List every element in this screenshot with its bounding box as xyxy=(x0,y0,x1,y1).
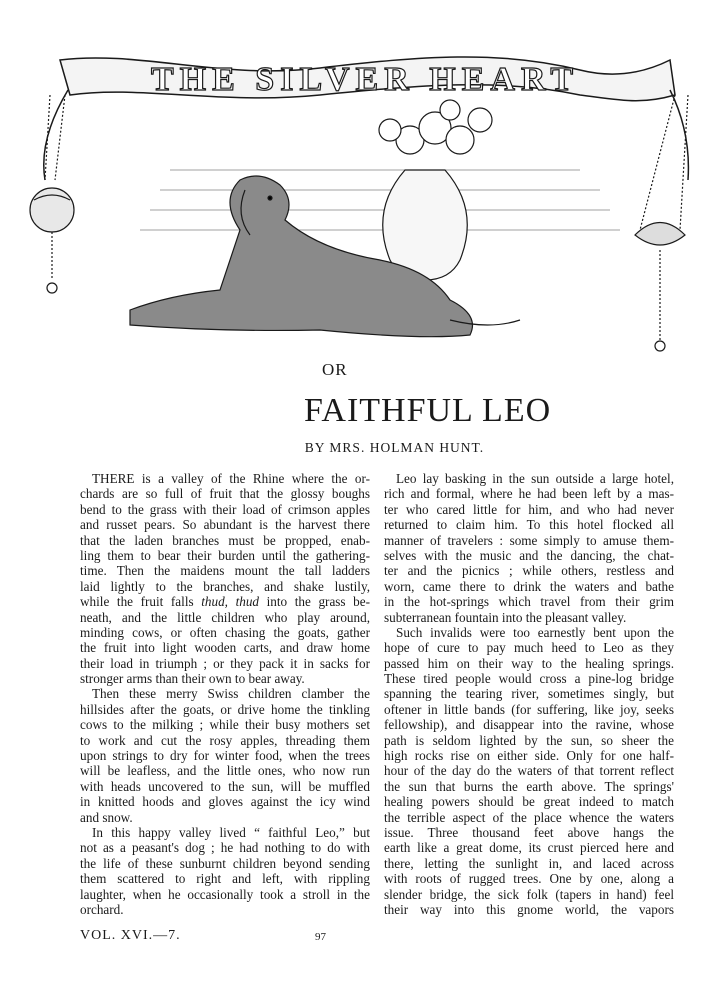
text-line: not as a peasant's dog ; he had nothing to do with xyxy=(80,840,370,856)
text-line: laid lightly to the branches, and shake lustily, xyxy=(80,578,370,594)
paragraph xyxy=(80,686,370,825)
text-line: path is seldom lighted by the sun, so sheer the xyxy=(384,732,674,748)
text-line: the sun that burns the earth above. The springs' xyxy=(384,778,674,794)
text-line: cows to the milking ; while their busy mothers set xyxy=(80,717,370,733)
volume-label: VOL. XVI.—7. xyxy=(80,928,181,943)
right-column xyxy=(384,471,674,917)
banner-title: THE SILVER HEART xyxy=(151,61,579,98)
text-line: subterranean fountain into the pleasant valley. xyxy=(384,609,627,625)
text-line: earth like a great dome, its crust pierced here and xyxy=(384,840,674,856)
text-line: and russet pears. So abundant is the harvest there xyxy=(80,517,370,533)
text-line: minding cows, or often chasing the goats, gather xyxy=(80,624,370,640)
text-line: issue. Three thousand feet above hangs the xyxy=(384,824,674,840)
text-line: with heads uncovered to the sun, will be muffled xyxy=(80,778,370,794)
text-line: orchard. xyxy=(80,901,124,917)
text-line: These tired people would cross a pine-log bridge xyxy=(384,671,674,687)
text-line: THERE is a valley of the Rhine where the or- xyxy=(92,471,370,486)
text-line: while the fruit falls thud, thud into the grass be- xyxy=(80,594,371,610)
text-line: their way into this gnome world, the vapors xyxy=(384,901,674,917)
text-line: ter and the picnics ; while others, restless and xyxy=(384,563,674,579)
text-line: fellowship), and disappear into the ravine, whose xyxy=(384,717,674,733)
text-line: chards are so full of fruit that the glossy boughs xyxy=(80,486,370,502)
text-line: neath, and the little children who play around, xyxy=(80,609,370,625)
paragraph xyxy=(384,625,674,917)
text-line: worn, came there to drink the waters and bathe xyxy=(384,578,674,594)
text-line: their load in triumph ; or they pack it in sacks for xyxy=(80,655,370,671)
text-line: in knitted hoods and gloves against the icy wind xyxy=(80,794,370,810)
text-line: selves with the music and the dancing, the chat- xyxy=(384,547,674,563)
text-line: Leo lay basking in the sun outside a large hotel, xyxy=(396,471,674,486)
text-line: hillsides after the goats, or drive home the tinkling xyxy=(80,701,370,717)
text-line: spanning the tearing river, sometimes singly, but xyxy=(384,686,674,702)
text-line: there, letting the sunlight in, and laced across xyxy=(384,855,674,871)
text-line: manner of travelers : some simply to amuse them- xyxy=(384,532,674,548)
text-line: high rocks rise on either side. Only for one half- xyxy=(384,748,674,764)
right-ornament-icon xyxy=(635,95,688,351)
text-line: Such invalids were too earnestly bent upon the xyxy=(396,624,674,640)
text-line: returned to claim him. To this hotel flocked all xyxy=(384,517,674,533)
text-line: Then these merry Swiss children clamber the xyxy=(92,686,370,702)
text-line: bend to the grass with their load of crimson apples xyxy=(80,501,370,517)
text-line: to work and cut the rosy apples, threading them xyxy=(80,732,370,748)
text-line: rich and formal, where he had been left by a mas- xyxy=(384,486,674,502)
byline: BY MRS. HOLMAN HUNT. xyxy=(304,440,485,455)
paragraph xyxy=(384,471,674,625)
text-line: stronger arms than their own to bear away. xyxy=(80,671,305,687)
page-number: 97 xyxy=(315,931,326,943)
text-line: and snow. xyxy=(80,809,133,825)
text-line: passed him on their way to the healing springs. xyxy=(384,655,674,671)
text-line: hour of the day do the waters of that torrent reflect xyxy=(384,763,674,779)
text-line: them scattered to right and left, with rippling xyxy=(80,871,370,887)
story-title: FAITHFUL LEO xyxy=(304,392,552,429)
background-hatching xyxy=(140,170,620,230)
text-line: the life of these sunburnt children beyond sending xyxy=(80,855,370,871)
text-line: with roots of rugged trees. One by one, along a xyxy=(384,871,674,887)
text-line: oftener in little bands (for suffering, like joy, seeks xyxy=(384,701,674,717)
paragraph xyxy=(80,471,370,686)
paragraph xyxy=(80,825,370,917)
text-line: time. Then the maidens mount the tall ladders xyxy=(80,563,370,579)
text-line: will be leafless, and the little ones, who now run xyxy=(80,763,370,779)
text-line: that the laden branches must be propped, enab- xyxy=(80,532,370,548)
left-column xyxy=(80,471,370,917)
text-line: the terrible aspect of the place whence the waters xyxy=(384,809,674,825)
text-line: ling them to bear their burden until the gathering- xyxy=(80,547,370,563)
text-line: in the hot-springs which travel from their grim xyxy=(384,594,674,610)
text-line: hope of cure to pay much heed to Leo as they xyxy=(384,640,674,656)
text-line: the fruit into light wooden carts, and draw home xyxy=(80,640,370,656)
text-line: healing powers should be great indeed to match xyxy=(384,794,674,810)
text-line: upon strings to dry for winter food, when the trees xyxy=(80,748,370,764)
text-line: laughter, when he occasionally took a stroll in the xyxy=(80,886,370,902)
text-line: ter who cared little for him, and who had never xyxy=(384,501,674,517)
text-line: slender bridge, the sick folk (tapers in hand) feel xyxy=(384,886,674,902)
header-illustration xyxy=(20,40,700,360)
title-or: OR xyxy=(322,360,348,379)
text-line: In this happy valley lived “ faithful Leo,” but xyxy=(92,824,370,840)
